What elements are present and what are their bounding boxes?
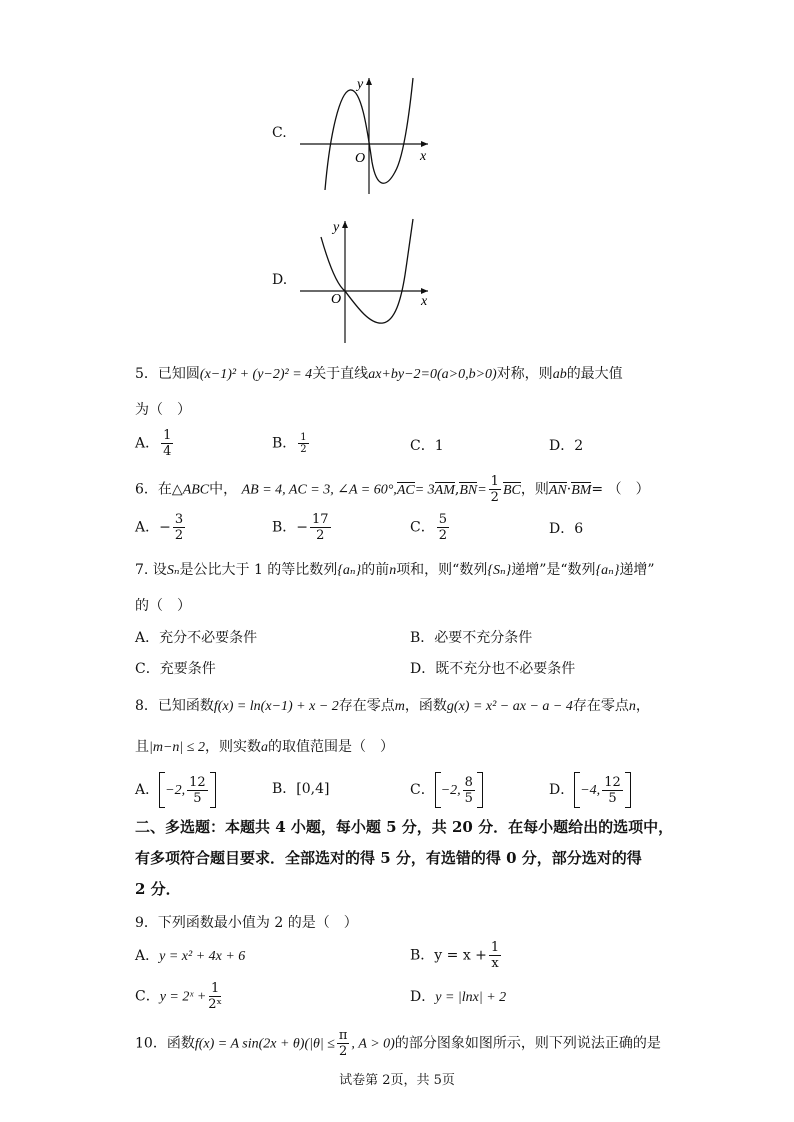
section2-line2: 有多项符合题目要求．全部选对的得 5 分，有选错的得 0 分，部分选对的得 xyxy=(135,849,642,867)
q8-option-c: C． −2, $\frac{8}{5}$ xyxy=(410,772,483,808)
y-label: y xyxy=(357,77,364,92)
y-axis-arrow xyxy=(342,221,348,228)
q9-option-c: C．y = 2ˣ + $\frac{1}{\text{2ˣ}}$ xyxy=(135,981,223,1012)
q7-stem-line2: 的（ ） xyxy=(135,598,191,614)
q8-stem-line2: 且|m−n| ≤ 2，则实数a的取值范围是（ ） xyxy=(135,739,394,755)
option-c-label: C. xyxy=(272,125,287,141)
q6-option-d: D．6 xyxy=(549,521,584,537)
q6-option-c: C． $\frac{5}{2}$ xyxy=(410,512,447,543)
q6-option-b: B．− $\frac{17}{2}$ xyxy=(272,512,329,543)
y-axis-arrow xyxy=(366,78,372,85)
q5-stem-line2: 为（ ） xyxy=(135,402,191,418)
q7-option-c: C．充要条件 xyxy=(135,661,216,677)
q6-stem: 6．在△ABC中， AB = 4, AC = 3, ∠A = 60°,AC= 3AM,BN= $\frac{1}{2}$ BC，则AN·BM= （ ） xyxy=(135,474,650,505)
q8-stem-line1: 8．已知函数f(x) = ln(x−1) + x − 2存在零点m，函数g(x) = x² − ax − a − 4存在零点n， xyxy=(135,698,650,714)
graph-c xyxy=(295,72,435,197)
x-label: x xyxy=(421,294,428,309)
x-axis-arrow xyxy=(421,141,428,147)
q9-option-b: B．y = x + $\frac{1}{x}$ xyxy=(410,940,500,971)
q7-option-d: D．既不充分也不必要条件 xyxy=(410,661,576,677)
section2-line3: 2 分． xyxy=(135,880,181,898)
graph-d xyxy=(295,215,435,345)
q8-option-b: B．[0,4] xyxy=(272,781,330,797)
page-footer: 试卷第 2页，共 5页 xyxy=(339,1073,455,1088)
origin-label: O xyxy=(331,292,342,307)
q6-option-a: A．− $\frac{3}{2}$ xyxy=(135,512,184,543)
q8-option-d: D． −4, $\frac{12}{5}$ xyxy=(549,772,631,808)
q5-stem-line1: 5．已知圆(x−1)² + (y−2)² = 4关于直线ax+by−2=0(a>0,b>0)对称，则ab的最大值 xyxy=(135,366,623,382)
q7-option-b: B．必要不充分条件 xyxy=(410,630,533,646)
q9-option-a: A．y = x² + 4x + 6 xyxy=(135,948,246,964)
q10-stem: 10．函数f(x) = A sin(2x + θ)(|θ| ≤ $\frac{\pi}{2}$ , A > 0)的部分图象如图所示，则下列说法正确的是 xyxy=(135,1028,661,1059)
q5-option-c: C．1 xyxy=(410,438,444,454)
q9-stem: 9．下列函数最小值为 2 的是（ ） xyxy=(135,915,358,931)
x-label: x xyxy=(420,149,427,164)
q7-stem-line1: 7. 设Sₙ是公比大于 1 的等比数列{aₙ}的前n项和，则“数列{Sₙ}递增”是“数列{aₙ}递增” xyxy=(135,562,655,578)
section2-line1: 二、多选题：本题共 4 小题，每小题 5 分，共 20 分．在每小题给出的选项中， xyxy=(135,818,674,836)
q5-option-a: A． $\frac{1}{4}$ xyxy=(135,428,172,459)
y-label: y xyxy=(333,220,340,235)
origin-label: O xyxy=(355,151,366,166)
q7-option-a: A．充分不必要条件 xyxy=(135,630,258,646)
q9-option-d: D．y = |lnx| + 2 xyxy=(410,989,507,1005)
option-d-label: D. xyxy=(272,272,288,288)
q5-option-d: D．2 xyxy=(549,438,584,454)
q5-option-b: B． $\frac{1}{2}$ xyxy=(272,432,307,455)
q8-option-a: A． −2, $\frac{12}{5}$ xyxy=(135,772,216,808)
